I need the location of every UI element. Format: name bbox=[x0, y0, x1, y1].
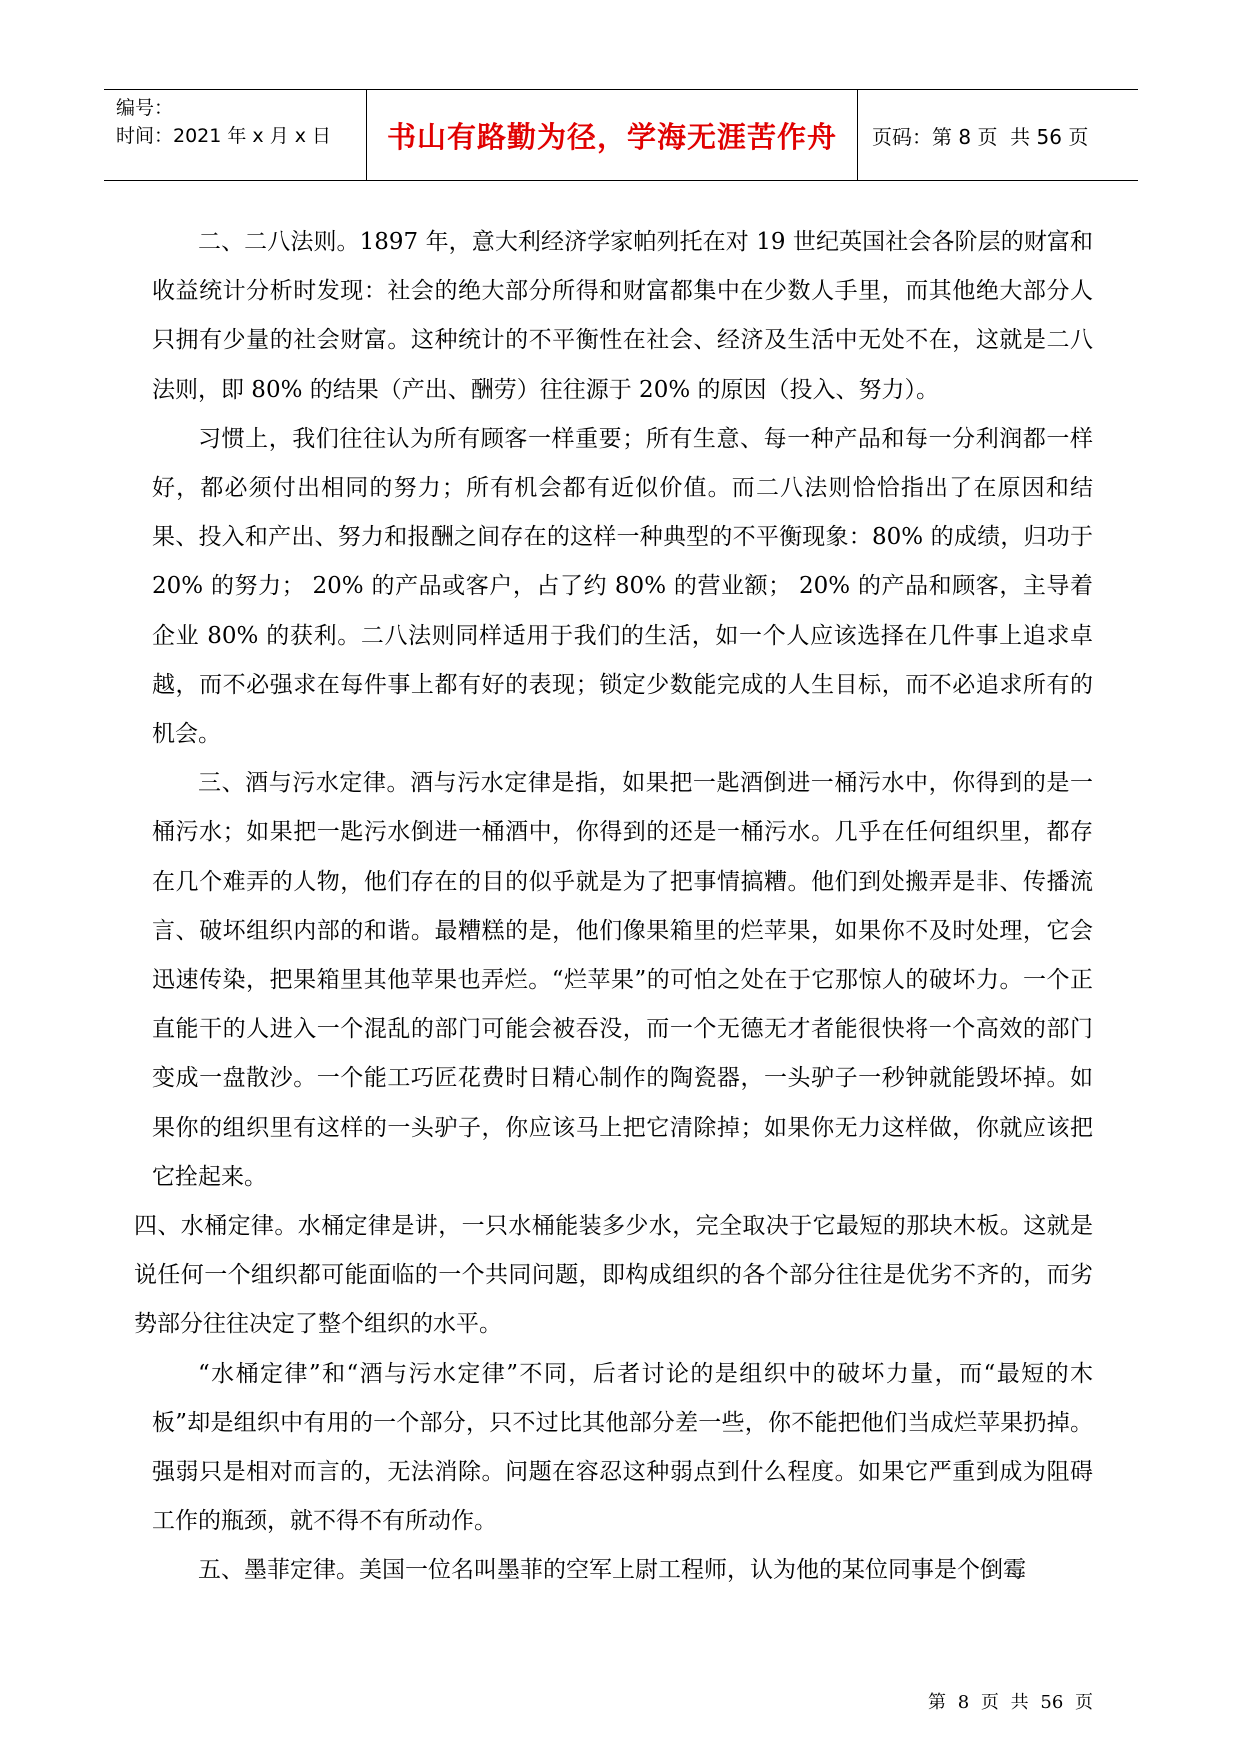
paragraph-bucket-law: 四、水桶定律。水桶定律是讲，一只水桶能装多少水，完全取决于它最短的那块木板。这就是说任何一个组织都可能面临的一个共同问题，即构成组织的各个部分往往是优劣不齐的，而劣势部分往往决定了整个组织的水平。 bbox=[134, 1213, 1093, 1338]
paragraph-bucket-comparison: “水桶定律”和“酒与污水定律”不同，后者讨论的是组织中的破坏力量，而“最短的木板”却是组织中有用的一个部分，只不过比其他部分差一些，你不能把他们当成烂苹果扔掉。强弱只是相对而言的，无法消除。问题在容忍这种弱点到什么程度。如果它严重到成为阻碍工作的瓶颈，就不得不有所动作。 bbox=[152, 1360, 1093, 1535]
header-meta-cell bbox=[104, 90, 367, 180]
header-page-info: 页码：第 8 页 共 56 页 bbox=[872, 124, 1089, 149]
paragraph-pareto-explanation: 习惯上，我们往往认为所有顾客一样重要；所有生意、每一种产品和每一分利润都一样好，都必须付出相同的努力；所有机会都有近似价值。而二八法则恰恰指出了在原因和结果、投入和产出、努力和报酬之间存在的这样一种典型的不平衡现象：80% 的成绩，归功于 20% 的努力； 20% 的产品或客户，占了约 80% 的营业额； 20% 的产品和顾客，主导着企业 80% 的获利。二八法则同样适用于我们的生活，如一个人应该选择在几件事上追求卓越，而不必强求在每件事上都有好的表现；锁定少数能完成的人生目标，而不必追求所有的机会。 bbox=[152, 425, 1093, 748]
document-time: 时间：2021 年 x 月 x 日 bbox=[116, 125, 332, 147]
document-header bbox=[104, 89, 1138, 181]
header-motto: 书山有路勤为径，学海无涯苦作舟 bbox=[386, 119, 837, 154]
header-motto-cell bbox=[367, 90, 858, 180]
document-body bbox=[134, 218, 1093, 1596]
paragraph-wine-sewage: 三、酒与污水定律。酒与污水定律是指，如果把一匙酒倒进一桶污水中，你得到的是一桶污水；如果把一匙污水倒进一桶酒中，你得到的还是一桶污水。几乎在任何组织里，都存在几个难弄的人物，他们存在的目的似乎就是为了把事情搞糟。他们到处搬弄是非、传播流言、破坏组织内部的和谐。最糟糕的是，他们像果箱里的烂苹果，如果你不及时处理，它会迅速传染，把果箱里其他苹果也弄烂。“烂苹果”的可怕之处在于它那惊人的破坏力。一个正直能干的人进入一个混乱的部门可能会被吞没，而一个无德无才者能很快将一个高效的部门变成一盘散沙。一个能工巧匠花费时日精心制作的陶瓷器，一头驴子一秒钟就能毁坏掉。如果你的组织里有这样的一头驴子，你应该马上把它清除掉；如果你无力这样做，你就应该把它拴起来。 bbox=[152, 770, 1093, 1190]
header-page-cell bbox=[858, 90, 1138, 180]
paragraph-murphy-law: 五、墨菲定律。美国一位名叫墨菲的空军上尉工程师，认为他的某位同事是个倒霉 bbox=[198, 1557, 1026, 1584]
document-number-label: 编号： bbox=[116, 97, 174, 119]
paragraph-pareto: 二、二八法则。1897 年，意大利经济学家帕列托在对 19 世纪英国社会各阶层的财富和收益统计分析时发现：社会的绝大部分所得和财富都集中在少数人手里，而其他绝大部分人只拥有少量的社会财富。这种统计的不平衡性在社会、经济及生活中无处不在，这就是二八法则，即 80% 的结果（产出、酬劳）往往源于 20% 的原因（投入、努力）。 bbox=[152, 229, 1093, 403]
footer-page-number: 第 8 页 共 56 页 bbox=[928, 1692, 1093, 1713]
page-footer bbox=[928, 1688, 1093, 1714]
